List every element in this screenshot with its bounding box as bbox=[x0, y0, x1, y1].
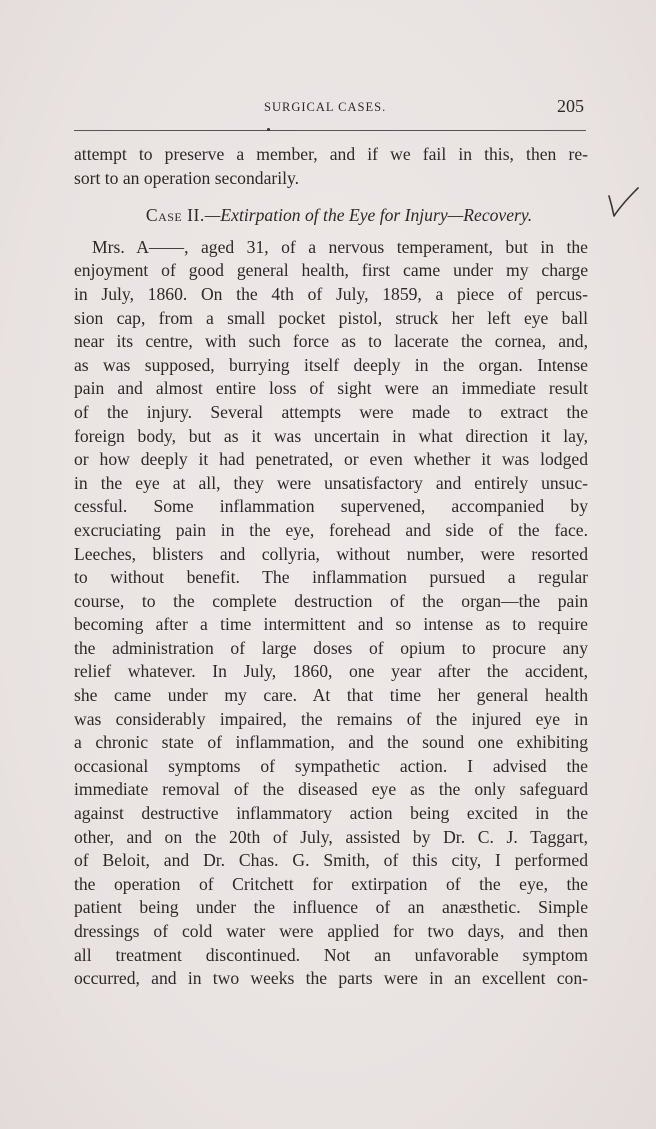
text-line: near its centre, with such force as to lacerate the cornea, and, bbox=[74, 331, 588, 352]
text-line: course, to the complete destruction of the organ—the pain bbox=[74, 590, 588, 611]
text-line: patient being under the influence of an anæsthetic. Simple bbox=[74, 897, 588, 918]
running-head: SURGICAL CASES. bbox=[264, 100, 387, 114]
text-line: was considerably impaired, the remains of the injured eye in bbox=[74, 708, 588, 729]
case-title: —Extirpation of the Eye for Injury—Recovery. bbox=[204, 205, 533, 226]
case-heading bbox=[74, 204, 588, 228]
text-line: as was supposed, burrying itself deeply in the organ. Intense bbox=[74, 354, 588, 375]
text-line: excruciating pain in the eye, forehead and side of the face. bbox=[74, 519, 588, 540]
text-line: Mrs. A——, aged 31, of a nervous temperament, but in the bbox=[92, 236, 588, 257]
checkmark-icon bbox=[606, 186, 640, 220]
text-line: enjoyment of good general health, first came under my charge bbox=[74, 260, 588, 281]
text-line: against destructive inflammatory action being excited in the bbox=[74, 803, 588, 824]
text-line: foreign body, but as it was uncertain in what direction it lay, bbox=[74, 425, 588, 446]
text-line: relief whatever. In July, 1860, one year after the accident, bbox=[74, 661, 588, 682]
case-label: Case II. bbox=[145, 205, 205, 226]
text-line: sort to an operation secondarily. bbox=[74, 167, 300, 188]
page-body bbox=[74, 143, 588, 991]
text-line: occurred, and in two weeks the parts were in an excellent con- bbox=[74, 968, 588, 989]
text-line: sion cap, from a small pocket pistol, struck her left eye ball bbox=[74, 307, 588, 328]
text-line: dressings of cold water were applied for two days, and then bbox=[74, 921, 588, 941]
text-line: all treatment discontinued. Not an unfavorable symptom bbox=[74, 944, 588, 965]
header-rule bbox=[74, 130, 586, 131]
text-line: the administration of large doses of opium to procure any bbox=[74, 637, 588, 658]
text-line: of the injury. Several attempts were made to extract the bbox=[74, 401, 588, 422]
text-line: to without benefit. The inflammation pursued a regular bbox=[74, 567, 588, 588]
text-line: Leeches, blisters and collyria, without number, were resorted bbox=[74, 543, 588, 564]
text-line: the operation of Critchett for extirpation of the eye, the bbox=[74, 873, 588, 894]
text-line: attempt to preserve a member, and if we fail in this, then re- bbox=[74, 144, 588, 164]
rule-ornament-dot bbox=[267, 128, 270, 131]
page-header bbox=[74, 96, 586, 120]
text-line: of Beloit, and Dr. Chas. G. Smith, of this city, I performed bbox=[74, 850, 588, 871]
text-line: or how deeply it had penetrated, or even whether it was lodged bbox=[74, 449, 588, 470]
text-line: a chronic state of inflammation, and the sound one exhibiting bbox=[74, 732, 588, 753]
text-line: pain and almost entire loss of sight were an immediate result bbox=[74, 378, 588, 399]
text-line: cessful. Some inflammation supervened, accompanied by bbox=[74, 496, 588, 517]
text-line: occasional symptoms of sympathetic action. I advised the bbox=[74, 755, 588, 776]
text-line: in the eye at all, they were unsatisfactory and entirely unsuc- bbox=[74, 472, 588, 493]
page-number: 205 bbox=[557, 96, 584, 116]
text-line: she came under my care. At that time her general health bbox=[74, 685, 588, 706]
text-line: in July, 1860. On the 4th of July, 1859, a piece of percus- bbox=[74, 283, 588, 304]
text-line: other, and on the 20th of July, assisted by Dr. C. J. Taggart, bbox=[74, 826, 588, 847]
text-line: becoming after a time intermittent and so intense as to require bbox=[74, 614, 588, 635]
text-line: immediate removal of the diseased eye as the only safeguard bbox=[74, 779, 588, 800]
